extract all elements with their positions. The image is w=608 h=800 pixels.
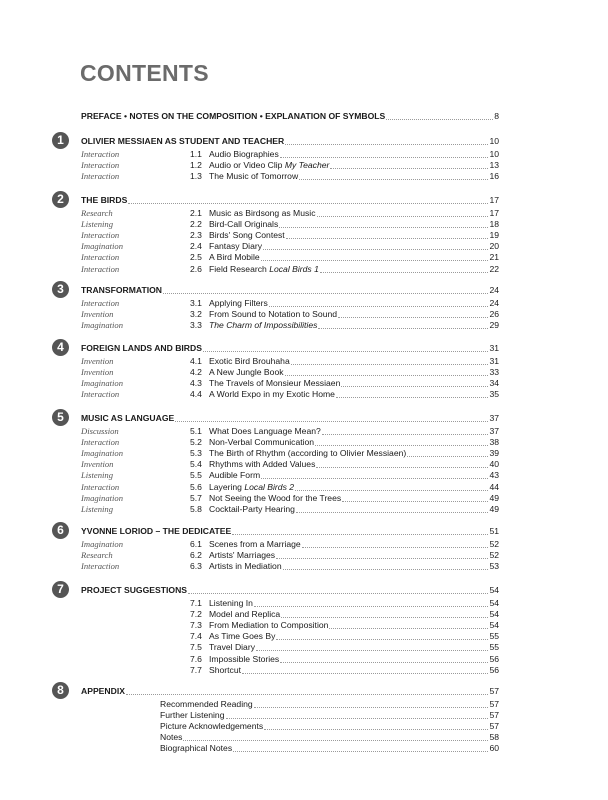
- activity-category: Interaction: [81, 149, 120, 159]
- activity-category: Interaction: [81, 171, 120, 182]
- page-title: CONTENTS: [80, 60, 209, 86]
- toc-subentry[interactable]: [81, 208, 499, 219]
- toc-subentry[interactable]: [81, 426, 499, 437]
- page-number: 37: [489, 413, 499, 423]
- subentry-title: From Sound to Notation to Sound: [209, 309, 338, 320]
- subentry-title-italic: My Teacher: [284, 160, 330, 171]
- subentry-title: Not Seeing the Wood for the Trees: [209, 492, 342, 503]
- section-title: FOREIGN LANDS AND BIRDS: [81, 343, 202, 353]
- toc-section-heading[interactable]: [81, 343, 499, 354]
- dot-leader: [163, 292, 488, 294]
- page-number: 21: [489, 252, 499, 263]
- toc-subentry[interactable]: [81, 504, 499, 515]
- subentry-number: 6.1: [190, 539, 202, 549]
- entry-title: PREFACE • NOTES ON THE COMPOSITION • EXPLANATION OF SYMBOLS: [81, 111, 386, 121]
- subentry-title: Audio Biographies: [209, 149, 279, 159]
- section-number-badge: 7: [52, 581, 69, 598]
- subentry-number: 4.2: [190, 367, 202, 378]
- subentry-title-italic: Local Birds 2: [244, 481, 295, 492]
- toc-subentry[interactable]: [81, 448, 499, 459]
- dot-leader: [407, 455, 488, 457]
- page-number: 53: [489, 561, 499, 572]
- activity-category: Listening: [81, 503, 113, 514]
- subentry-number: 5.5: [190, 470, 202, 481]
- subentry-title: A New Jungle Book: [209, 367, 284, 378]
- dot-leader: [285, 374, 489, 376]
- activity-category: Imagination: [81, 320, 124, 331]
- subentry-title: Music as Birdsong as Music: [209, 208, 316, 218]
- subentry-title: Biographical Notes: [160, 743, 233, 754]
- subentry-title: The Music of Tomorrow: [209, 171, 299, 182]
- page-number: 10: [489, 149, 499, 159]
- dot-leader: [320, 271, 489, 273]
- page-number: 31: [489, 343, 499, 353]
- toc-section-heading[interactable]: [81, 686, 499, 697]
- subentry-number: 7.7: [190, 664, 202, 675]
- activity-category: Imagination: [81, 539, 124, 549]
- dot-leader: [329, 627, 488, 629]
- dot-leader: [291, 363, 489, 365]
- page-number: 49: [489, 503, 499, 514]
- dot-leader: [188, 592, 488, 594]
- dot-leader: [279, 226, 488, 228]
- subentry-title: Rhythms with Added Values: [209, 459, 316, 470]
- toc-subentry[interactable]: [81, 171, 499, 182]
- page-number: 54: [489, 620, 499, 631]
- activity-category: Invention: [81, 459, 114, 470]
- dot-leader: [317, 215, 489, 217]
- subentry-number: 7.6: [190, 653, 202, 664]
- page-number: 60: [489, 743, 499, 754]
- toc-subentry[interactable]: [81, 356, 499, 367]
- dot-leader: [183, 739, 488, 741]
- dot-leader: [242, 672, 488, 674]
- activity-category: Interaction: [81, 298, 120, 308]
- subentry-number: 6.2: [190, 550, 202, 561]
- page-number: 52: [489, 539, 499, 549]
- toc-subentry[interactable]: [81, 367, 499, 378]
- page-number: 10: [489, 136, 499, 146]
- toc-section-heading[interactable]: [81, 413, 499, 424]
- subentry-number: 5.6: [190, 481, 202, 492]
- subentry-number: 1.3: [190, 171, 202, 182]
- dot-leader: [336, 396, 489, 398]
- activity-category: Interaction: [81, 481, 120, 492]
- dot-leader: [256, 649, 488, 651]
- page-number: 37: [489, 426, 499, 436]
- toc-subentry[interactable]: [81, 598, 499, 609]
- subentry-title: Audio or Video Clip My Teacher: [209, 160, 330, 171]
- dot-leader: [276, 557, 488, 559]
- activity-category: Imagination: [81, 241, 124, 252]
- subentry-number: 7.5: [190, 642, 202, 653]
- page-number: 26: [489, 309, 499, 320]
- dot-leader: [276, 638, 488, 640]
- toc-section-heading[interactable]: [81, 136, 499, 147]
- page-number: 49: [489, 492, 499, 503]
- subentry-title: Field Research Local Birds 1: [209, 263, 319, 274]
- page-number: 44: [489, 481, 499, 492]
- toc-subentry[interactable]: [81, 482, 499, 493]
- dot-leader: [322, 433, 489, 435]
- activity-category: Imagination: [81, 378, 124, 389]
- page-number: 8: [494, 111, 499, 121]
- activity-category: Research: [81, 208, 113, 218]
- toc-subentry[interactable]: [81, 710, 499, 721]
- subentry-number: 2.6: [190, 263, 202, 274]
- page-number: 19: [489, 230, 499, 241]
- subentry-title: A World Expo in my Exotic Home: [209, 389, 335, 400]
- subentry-number: 3.3: [190, 320, 202, 331]
- page-number: 52: [489, 550, 499, 561]
- subentry-title: Bird-Call Originals: [209, 219, 279, 230]
- subentry-title: Model and Replica: [209, 609, 281, 620]
- subentry-title: Travel Diary: [209, 642, 255, 653]
- section-number-badge: 2: [52, 191, 69, 208]
- dot-leader: [296, 511, 488, 513]
- section-title: THE BIRDS: [81, 195, 128, 205]
- subentry-number: 3.2: [190, 309, 202, 320]
- page-number: 18: [489, 219, 499, 230]
- page-number: 17: [489, 195, 499, 205]
- page-number: 33: [489, 367, 499, 378]
- subentry-title: Artists' Marriages: [209, 550, 276, 561]
- page-number: 40: [489, 459, 499, 470]
- dot-leader: [254, 706, 489, 708]
- toc-subentry[interactable]: [81, 631, 499, 642]
- page-number: 17: [489, 208, 499, 218]
- toc-subentry[interactable]: [81, 320, 499, 331]
- subentry-number: 7.4: [190, 631, 202, 642]
- subentry-number: 7.2: [190, 609, 202, 620]
- subentry-title: Birds' Song Contest: [209, 230, 285, 241]
- toc-subentry[interactable]: [81, 378, 499, 389]
- activity-category: Interaction: [81, 252, 120, 263]
- page-number: 54: [489, 609, 499, 620]
- subentry-title: As Time Goes By: [209, 631, 276, 642]
- section-title: YVONNE LORIOD – THE DEDICATEE: [81, 526, 232, 536]
- page-number: 57: [489, 721, 499, 732]
- toc-section-heading[interactable]: [81, 526, 499, 537]
- page-number: 35: [489, 389, 499, 400]
- activity-category: Invention: [81, 367, 114, 378]
- toc-subentry[interactable]: [81, 654, 499, 665]
- dot-leader: [315, 444, 488, 446]
- toc-subentry[interactable]: [81, 230, 499, 241]
- subentry-title: Recommended Reading: [160, 699, 253, 709]
- subentry-number: 5.7: [190, 492, 202, 503]
- activity-category: Interaction: [81, 230, 120, 241]
- toc-subentry[interactable]: [81, 264, 499, 275]
- toc-entry-preface[interactable]: [81, 111, 499, 122]
- dot-leader: [128, 202, 488, 204]
- subentry-title: Impossible Stories: [209, 653, 280, 664]
- subentry-number: 6.3: [190, 561, 202, 572]
- activity-category: Listening: [81, 470, 113, 481]
- dot-leader: [338, 316, 488, 318]
- subentry-title: The Travels of Monsieur Messiaen: [209, 378, 341, 389]
- dot-leader: [299, 178, 488, 180]
- page-number: 22: [489, 263, 499, 274]
- page-number: 58: [489, 732, 499, 743]
- activity-category: Interaction: [81, 389, 120, 400]
- subentry-title: Applying Filters: [209, 298, 268, 308]
- subentry-number: 7.1: [190, 598, 202, 608]
- subentry-number: 5.1: [190, 426, 202, 436]
- page-number: 29: [489, 320, 499, 331]
- activity-category: Imagination: [81, 492, 124, 503]
- subentry-number: 7.3: [190, 620, 202, 631]
- subentry-title: Picture Acknowledgements: [160, 721, 264, 732]
- toc-subentry[interactable]: [81, 539, 499, 550]
- dot-leader: [286, 237, 489, 239]
- page-number: 20: [489, 241, 499, 252]
- activity-category: Discussion: [81, 426, 119, 436]
- dot-leader: [330, 167, 488, 169]
- subentry-number: 2.4: [190, 241, 202, 252]
- subentry-title: Scenes from a Marriage: [209, 539, 301, 549]
- dot-leader: [261, 259, 489, 261]
- toc-subentry[interactable]: [81, 620, 499, 631]
- subentry-title: Notes: [160, 732, 183, 743]
- subentry-title: Listening In: [209, 598, 253, 608]
- toc-subentry[interactable]: [81, 665, 499, 676]
- page-number: 39: [489, 448, 499, 459]
- toc-subentry[interactable]: [81, 470, 499, 481]
- subentry-title-italic: Local Birds 1: [269, 263, 319, 274]
- dot-leader: [232, 533, 488, 535]
- section-number-badge: 8: [52, 682, 69, 699]
- section-title: MUSIC AS LANGUAGE: [81, 413, 175, 423]
- dot-leader: [261, 477, 488, 479]
- dot-leader: [283, 568, 489, 570]
- subentry-title: Layering Local Birds 2: [209, 481, 295, 492]
- activity-category: Imagination: [81, 448, 124, 459]
- page-number: 43: [489, 470, 499, 481]
- page-number: 13: [489, 160, 499, 171]
- page-number: 34: [489, 378, 499, 389]
- page-number: 31: [489, 356, 499, 366]
- dot-leader: [341, 385, 488, 387]
- subentry-title: Further Listening: [160, 710, 225, 721]
- dot-leader: [285, 143, 488, 145]
- subentry-number: 4.3: [190, 378, 202, 389]
- dot-leader: [254, 605, 488, 607]
- subentry-number: 1.2: [190, 160, 202, 171]
- dot-leader: [226, 717, 489, 719]
- subentry-title: Non-Verbal Communication: [209, 437, 315, 448]
- dot-leader: [269, 305, 489, 307]
- subentry-title: Artists in Mediation: [209, 561, 282, 572]
- subentry-number: 5.2: [190, 437, 202, 448]
- subentry-number: 1.1: [190, 149, 202, 159]
- page-number: 57: [489, 686, 499, 696]
- page-number: 56: [489, 664, 499, 675]
- toc-subentry[interactable]: [81, 493, 499, 504]
- subentry-title: What Does Language Mean?: [209, 426, 321, 436]
- page-number: 24: [489, 285, 499, 295]
- toc-subentry[interactable]: [81, 550, 499, 561]
- subentry-title: The Birth of Rhythm (according to Olivier Messiaen): [209, 448, 407, 459]
- activity-category: Invention: [81, 309, 114, 320]
- dot-leader: [126, 693, 489, 695]
- toc-subentry[interactable]: [81, 743, 499, 754]
- toc-subentry[interactable]: [81, 149, 499, 160]
- toc-subentry[interactable]: [81, 389, 499, 400]
- subentry-title: Fantasy Diary: [209, 241, 263, 252]
- activity-category: Research: [81, 550, 113, 561]
- subentry-title: Shortcut: [209, 664, 242, 675]
- toc-subentry[interactable]: [81, 437, 499, 448]
- toc-subentry[interactable]: [81, 241, 499, 252]
- activity-category: Interaction: [81, 561, 120, 572]
- toc-subentry[interactable]: [81, 298, 499, 309]
- page-number: 57: [489, 710, 499, 721]
- subentry-title: [209, 320, 317, 331]
- dot-leader: [203, 350, 488, 352]
- section-title: APPENDIX: [81, 686, 125, 696]
- page-number: 56: [489, 653, 499, 664]
- subentry-number: 5.4: [190, 459, 202, 470]
- toc-subentry[interactable]: [81, 309, 499, 320]
- activity-category: Listening: [81, 219, 113, 230]
- subentry-title: From Mediation to Composition: [209, 620, 329, 631]
- section-title: OLIVIER MESSIAEN AS STUDENT AND TEACHER: [81, 136, 285, 146]
- toc-section-heading[interactable]: [81, 285, 499, 296]
- toc-subentry[interactable]: [81, 219, 499, 230]
- subentry-title: Exotic Bird Brouhaha: [209, 356, 290, 366]
- page-number: 54: [489, 598, 499, 608]
- subentry-title: Audible Form: [209, 470, 261, 481]
- toc-subentry[interactable]: [81, 721, 499, 732]
- dot-leader: [263, 248, 488, 250]
- dot-leader: [280, 156, 489, 158]
- dot-leader: [280, 661, 488, 663]
- section-title: PROJECT SUGGESTIONS: [81, 585, 188, 595]
- toc-subentry[interactable]: [81, 642, 499, 653]
- activity-category: Interaction: [81, 263, 120, 274]
- subentry-number: 2.2: [190, 219, 202, 230]
- toc-subentry[interactable]: [81, 699, 499, 710]
- toc-subentry[interactable]: [81, 732, 499, 743]
- subentry-number: 2.3: [190, 230, 202, 241]
- dot-leader: [386, 118, 493, 120]
- dot-leader: [281, 616, 488, 618]
- page-number: 38: [489, 437, 499, 448]
- activity-category: Interaction: [81, 437, 120, 448]
- section-title: TRANSFORMATION: [81, 285, 162, 295]
- toc-subentry[interactable]: [81, 609, 499, 620]
- page-number: 57: [489, 699, 499, 709]
- subentry-title: A Bird Mobile: [209, 252, 260, 263]
- subentry-number: 3.1: [190, 298, 202, 308]
- dot-leader: [264, 728, 488, 730]
- activity-category: Interaction: [81, 160, 120, 171]
- dot-leader: [233, 750, 488, 752]
- page-number: 55: [489, 642, 499, 653]
- section-number-badge: 1: [52, 132, 69, 149]
- dot-leader: [318, 327, 488, 329]
- page-number: 55: [489, 631, 499, 642]
- subentry-number: 4.1: [190, 356, 202, 366]
- dot-leader: [316, 466, 488, 468]
- subentry-title: Cocktail-Party Hearing: [209, 503, 295, 514]
- toc-section-heading[interactable]: [81, 585, 499, 596]
- section-number-badge: 6: [52, 522, 69, 539]
- activity-category: Invention: [81, 356, 114, 366]
- page-number: 24: [489, 298, 499, 308]
- section-number-badge: 4: [52, 339, 69, 356]
- section-number-badge: 5: [52, 409, 69, 426]
- dot-leader: [295, 489, 488, 491]
- toc-section-heading[interactable]: [81, 195, 499, 206]
- page-number: 51: [489, 526, 499, 536]
- section-number-badge: 3: [52, 281, 69, 298]
- dot-leader: [302, 546, 489, 548]
- toc-subentry[interactable]: [81, 160, 499, 171]
- dot-leader: [175, 420, 488, 422]
- subentry-number: 2.1: [190, 208, 202, 218]
- toc-subentry[interactable]: [81, 561, 499, 572]
- subentry-number: 5.8: [190, 503, 202, 514]
- dot-leader: [342, 500, 488, 502]
- subentry-number: 2.5: [190, 252, 202, 263]
- subentry-number: 5.3: [190, 448, 202, 459]
- toc-subentry[interactable]: [81, 459, 499, 470]
- page-number: 54: [489, 585, 499, 595]
- subentry-number: 4.4: [190, 389, 202, 400]
- page-number: 16: [489, 171, 499, 182]
- toc-subentry[interactable]: [81, 252, 499, 263]
- subentry-title-italic: The Charm of Impossibilities: [209, 320, 318, 331]
